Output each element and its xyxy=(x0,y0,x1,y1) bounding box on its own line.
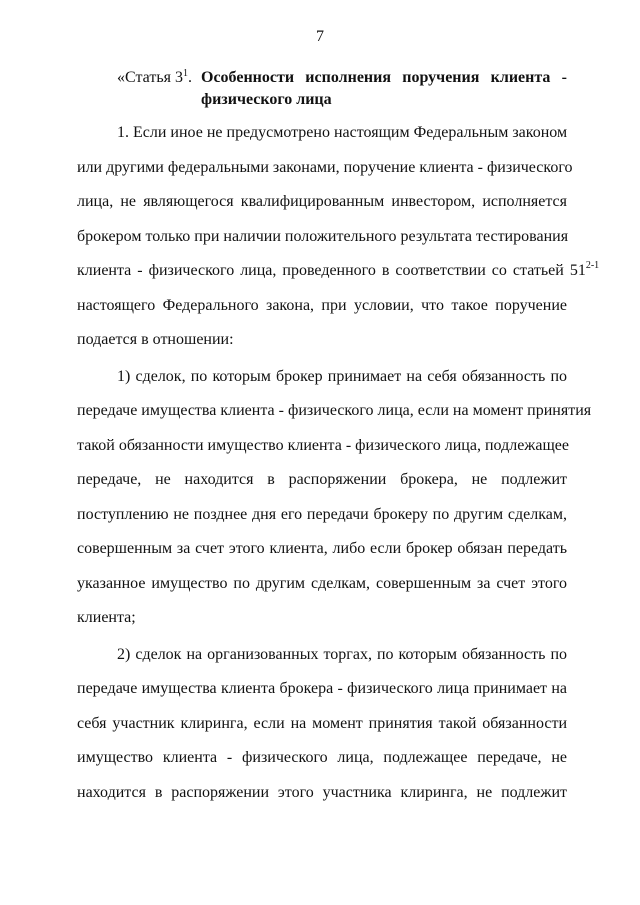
page-number: 7 xyxy=(316,28,324,45)
text-line: подается в отношении: xyxy=(77,331,234,348)
text-line: такой обязанности имущество клиента - физического лица, подлежащее xyxy=(77,436,569,454)
article-title-line: Особенности исполнения поручения клиента - xyxy=(201,69,567,86)
text-line: 2) сделок на организованных торгах, по которым обязанность по xyxy=(117,645,567,663)
text-line: передаче имущества клиента брокера - физического лица принимает на xyxy=(77,680,567,697)
paragraph-1 xyxy=(77,116,600,358)
article-title xyxy=(201,67,567,111)
text-line: себя участник клиринга, если на момент принятия такой обязанности xyxy=(77,714,567,732)
text-line: передаче имущества клиента - физического лица, если на момент принятия xyxy=(77,402,592,419)
article-body xyxy=(77,116,600,810)
text-line: брокером только при наличии положительного результата тестирования xyxy=(77,227,569,245)
text-line: поступлению не позднее дня его передачи брокеру по другим сделкам, xyxy=(77,505,567,523)
text-line: 1. Если иное не предусмотрено настоящим Федеральным законом xyxy=(117,124,568,141)
article-reference-superscript: 2-1 xyxy=(585,260,600,271)
text-line: указанное имущество по другим сделкам, совершенным за счет этого xyxy=(77,574,567,592)
article-number xyxy=(117,67,192,89)
text-line: имущество клиента - физического лица, подлежащее передаче, не xyxy=(77,749,567,766)
article-number-superscript: 1 xyxy=(182,68,188,79)
text-line: совершенным за счет этого клиента, либо если брокер обязан передать xyxy=(77,540,567,557)
text-line: или другими федеральными законами, поручение клиента - физического xyxy=(77,158,573,176)
text-line: клиента; xyxy=(77,609,136,626)
text-line-main: клиента - физического лица, проведенного в соответствии со статьей 51 xyxy=(77,262,586,279)
text-line: передаче, не находится в распоряжении брокера, не подлежит xyxy=(77,471,567,488)
list-item-1 xyxy=(77,360,592,636)
text-line xyxy=(77,254,600,289)
text-line: лица, не являющегося квалифицированным инвестором, исполняется xyxy=(77,193,567,210)
article-number-text: «Статья 3 xyxy=(117,69,183,86)
list-item-2 xyxy=(77,638,567,811)
article-number-dot: . xyxy=(187,69,192,86)
text-line: 1) сделок, по которым брокер принимает на себя обязанность по xyxy=(117,367,567,385)
article-heading xyxy=(117,67,567,113)
article-title-line: физического лица xyxy=(201,91,332,108)
text-line: находится в распоряжении этого участника клиринга, не подлежит xyxy=(77,783,567,801)
text-line: настоящего Федерального закона, при условии, что такое поручение xyxy=(77,296,567,314)
